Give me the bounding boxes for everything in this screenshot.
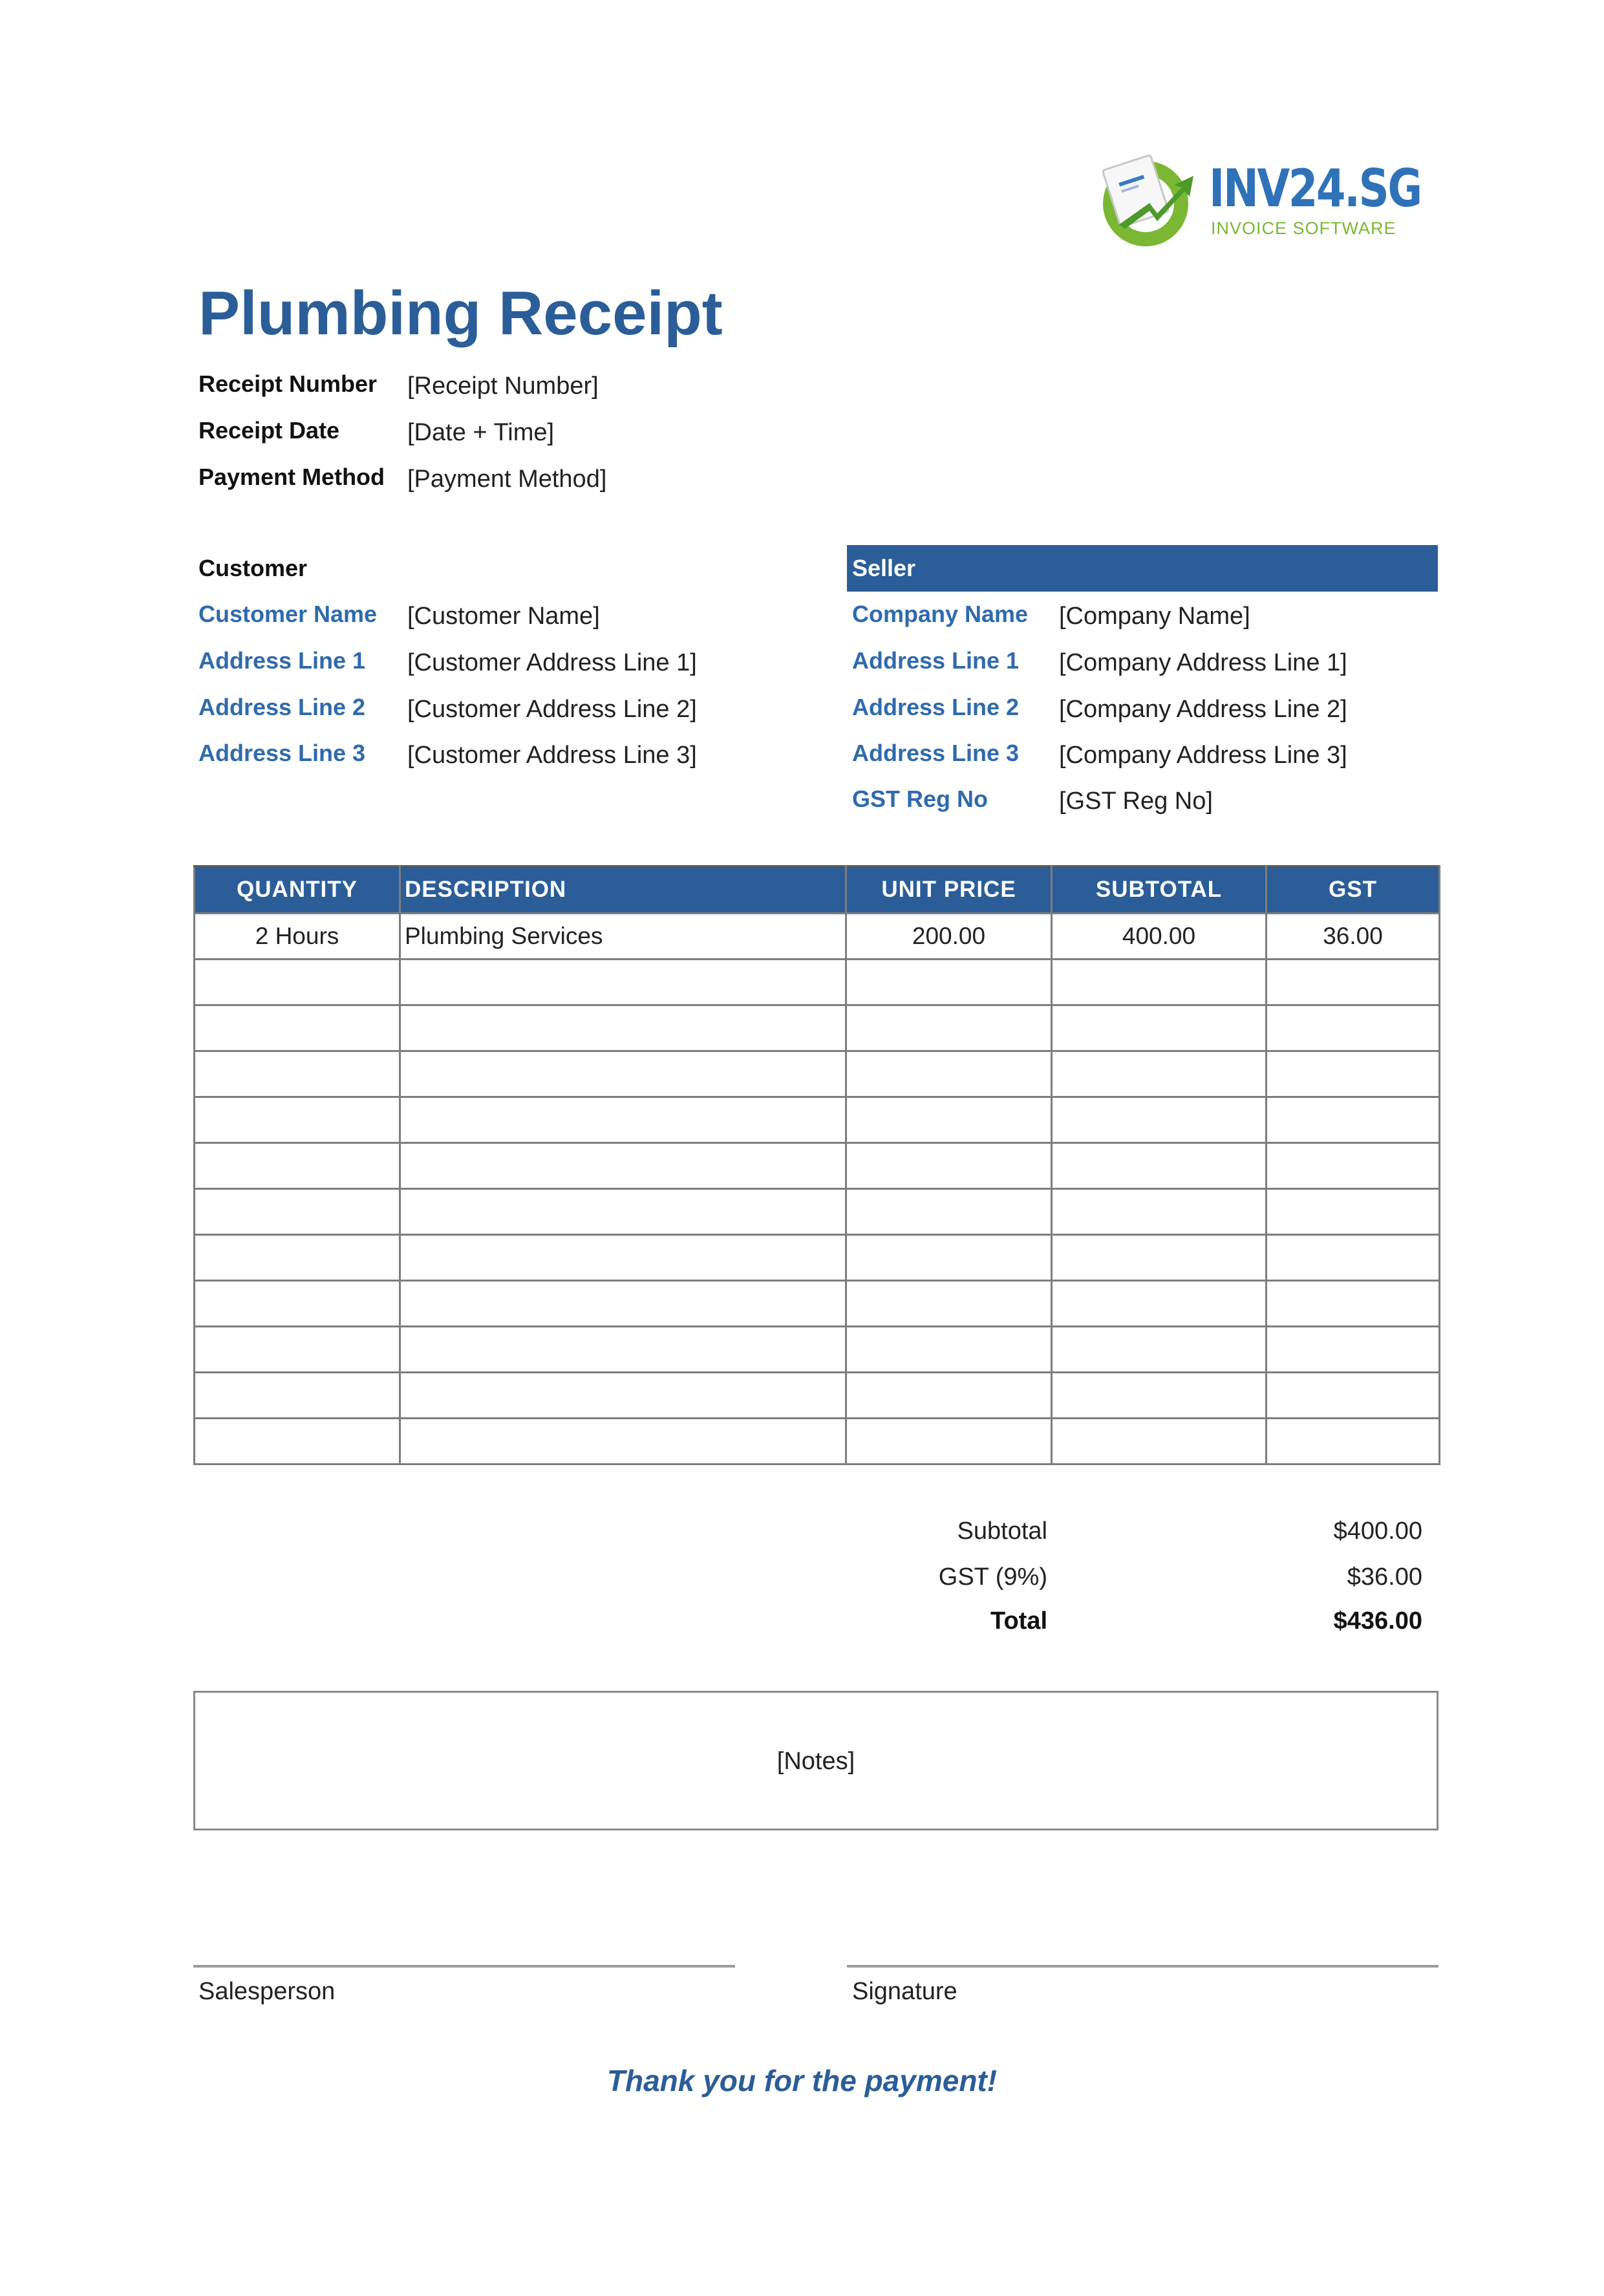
cell-unit-price bbox=[846, 1051, 1052, 1097]
company-address-3-value: [Company Address Line 3] bbox=[1059, 742, 1347, 769]
gst-reg-no-label: GST Reg No bbox=[852, 786, 989, 812]
payment-method-label: Payment Method bbox=[198, 464, 385, 490]
cell-gst bbox=[1267, 1051, 1440, 1097]
cell-description: Plumbing Services bbox=[400, 914, 846, 960]
table-row bbox=[195, 1189, 1440, 1235]
cell-subtotal bbox=[1052, 1419, 1267, 1465]
company-address-2-label: Address Line 2 bbox=[852, 694, 1020, 720]
cell-quantity bbox=[195, 1281, 400, 1327]
customer-address-3-label: Address Line 3 bbox=[198, 740, 366, 766]
table-header-row bbox=[195, 866, 1440, 914]
grand-total-value: $436.00 bbox=[1333, 1607, 1422, 1635]
company-name-label: Company Name bbox=[852, 601, 1029, 627]
cell-unit-price bbox=[846, 1327, 1052, 1373]
cell-description bbox=[400, 1097, 846, 1143]
cell-subtotal bbox=[1052, 1281, 1267, 1327]
cell-subtotal bbox=[1052, 1327, 1267, 1373]
customer-heading: Customer bbox=[198, 555, 308, 581]
notes-text: [Notes] bbox=[776, 1748, 855, 1775]
cell-unit-price bbox=[846, 1097, 1052, 1143]
table-row bbox=[195, 1143, 1440, 1189]
cell-subtotal bbox=[1052, 1097, 1267, 1143]
cell-quantity bbox=[195, 1419, 400, 1465]
cell-subtotal bbox=[1052, 960, 1267, 1005]
company-address-1-value: [Company Address Line 1] bbox=[1059, 649, 1347, 676]
cell-unit-price bbox=[846, 960, 1052, 1005]
seller-heading: Seller bbox=[852, 555, 916, 581]
logo-name: INV24.SG bbox=[1209, 158, 1421, 219]
cell-description bbox=[400, 960, 846, 1005]
cell-description bbox=[400, 1419, 846, 1465]
signature-label: Signature bbox=[852, 1978, 957, 2005]
cell-quantity bbox=[195, 1143, 400, 1189]
cell-unit-price bbox=[846, 1143, 1052, 1189]
table-row bbox=[195, 1097, 1440, 1143]
table-row bbox=[195, 1281, 1440, 1327]
cell-unit-price bbox=[846, 1235, 1052, 1281]
customer-signature-line bbox=[847, 1965, 1438, 1968]
cell-quantity: 2 Hours bbox=[195, 914, 400, 960]
cell-description bbox=[400, 1373, 846, 1419]
company-address-2-value: [Company Address Line 2] bbox=[1059, 696, 1347, 723]
cell-subtotal bbox=[1052, 1373, 1267, 1419]
customer-name-value: [Customer Name] bbox=[407, 603, 600, 630]
logo-tagline: INVOICE SOFTWARE bbox=[1211, 219, 1396, 238]
cell-subtotal bbox=[1052, 1235, 1267, 1281]
customer-address-2-value: [Customer Address Line 2] bbox=[407, 696, 697, 723]
cell-gst bbox=[1267, 1005, 1440, 1051]
company-logo bbox=[1093, 149, 1421, 252]
receipt-date-label: Receipt Date bbox=[198, 417, 340, 444]
customer-address-2-label: Address Line 2 bbox=[198, 694, 366, 720]
column-header-gst: GST bbox=[1267, 866, 1440, 914]
cell-description bbox=[400, 1281, 846, 1327]
cell-quantity bbox=[195, 1005, 400, 1051]
receipt-number-label: Receipt Number bbox=[198, 370, 378, 397]
salesperson-signature-line bbox=[193, 1965, 735, 1968]
cell-quantity bbox=[195, 960, 400, 1005]
customer-address-3-value: [Customer Address Line 3] bbox=[407, 742, 697, 769]
column-header-quantity: QUANTITY bbox=[195, 866, 400, 914]
cell-description bbox=[400, 1143, 846, 1189]
cell-gst: 36.00 bbox=[1267, 914, 1440, 960]
cell-quantity bbox=[195, 1327, 400, 1373]
cell-subtotal bbox=[1052, 1189, 1267, 1235]
column-header-description: DESCRIPTION bbox=[400, 866, 846, 914]
cell-gst bbox=[1267, 1419, 1440, 1465]
table-row bbox=[195, 960, 1440, 1005]
table-row bbox=[195, 1419, 1440, 1465]
cell-unit-price bbox=[846, 1189, 1052, 1235]
company-name-value: [Company Name] bbox=[1059, 603, 1250, 630]
cell-gst bbox=[1267, 1097, 1440, 1143]
table-body bbox=[195, 914, 1440, 1465]
cell-quantity bbox=[195, 1373, 400, 1419]
cell-quantity bbox=[195, 1097, 400, 1143]
items-table bbox=[193, 865, 1440, 1465]
column-header-subtotal: SUBTOTAL bbox=[1052, 866, 1267, 914]
grand-total-label: Total bbox=[990, 1607, 1047, 1635]
cell-gst bbox=[1267, 1327, 1440, 1373]
receipt-number-value: [Receipt Number] bbox=[407, 372, 599, 400]
table-row bbox=[195, 1373, 1440, 1419]
notes-box bbox=[193, 1691, 1438, 1830]
customer-name-label: Customer Name bbox=[198, 601, 378, 627]
cell-quantity bbox=[195, 1235, 400, 1281]
cell-gst bbox=[1267, 1281, 1440, 1327]
payment-method-value: [Payment Method] bbox=[407, 466, 607, 493]
cell-gst bbox=[1267, 1189, 1440, 1235]
subtotal-value: $400.00 bbox=[1333, 1518, 1422, 1545]
gst-total-label: GST (9%) bbox=[938, 1563, 1047, 1591]
table-row bbox=[195, 914, 1440, 960]
customer-address-1-value: [Customer Address Line 1] bbox=[407, 649, 697, 676]
logo-emblem-icon bbox=[1093, 149, 1206, 252]
cell-description bbox=[400, 1051, 846, 1097]
cell-subtotal bbox=[1052, 1005, 1267, 1051]
cell-description bbox=[400, 1005, 846, 1051]
cell-subtotal: 400.00 bbox=[1052, 914, 1267, 960]
table-row bbox=[195, 1327, 1440, 1373]
cell-subtotal bbox=[1052, 1143, 1267, 1189]
cell-description bbox=[400, 1189, 846, 1235]
receipt-date-value: [Date + Time] bbox=[407, 419, 555, 446]
cell-subtotal bbox=[1052, 1051, 1267, 1097]
column-header-unit-price: UNIT PRICE bbox=[846, 866, 1052, 914]
gst-reg-no-value: [GST Reg No] bbox=[1059, 788, 1213, 815]
thank-you-message: Thank you for the payment! bbox=[606, 2064, 998, 2098]
cell-gst bbox=[1267, 960, 1440, 1005]
table-row bbox=[195, 1235, 1440, 1281]
cell-gst bbox=[1267, 1235, 1440, 1281]
cell-unit-price bbox=[846, 1281, 1052, 1327]
seller-heading-bar bbox=[847, 545, 1438, 592]
cell-unit-price: 200.00 bbox=[846, 914, 1052, 960]
cell-gst bbox=[1267, 1373, 1440, 1419]
cell-description bbox=[400, 1235, 846, 1281]
subtotal-label: Subtotal bbox=[957, 1518, 1047, 1545]
gst-total-value: $36.00 bbox=[1347, 1563, 1422, 1591]
cell-quantity bbox=[195, 1051, 400, 1097]
cell-unit-price bbox=[846, 1419, 1052, 1465]
table-row bbox=[195, 1051, 1440, 1097]
customer-address-1-label: Address Line 1 bbox=[198, 647, 366, 674]
company-address-1-label: Address Line 1 bbox=[852, 647, 1020, 674]
cell-quantity bbox=[195, 1189, 400, 1235]
salesperson-label: Salesperson bbox=[198, 1978, 336, 2005]
page-title: Plumbing Receipt bbox=[198, 279, 723, 348]
cell-description bbox=[400, 1327, 846, 1373]
cell-gst bbox=[1267, 1143, 1440, 1189]
company-address-3-label: Address Line 3 bbox=[852, 740, 1020, 766]
table-row bbox=[195, 1005, 1440, 1051]
cell-unit-price bbox=[846, 1005, 1052, 1051]
cell-unit-price bbox=[846, 1373, 1052, 1419]
